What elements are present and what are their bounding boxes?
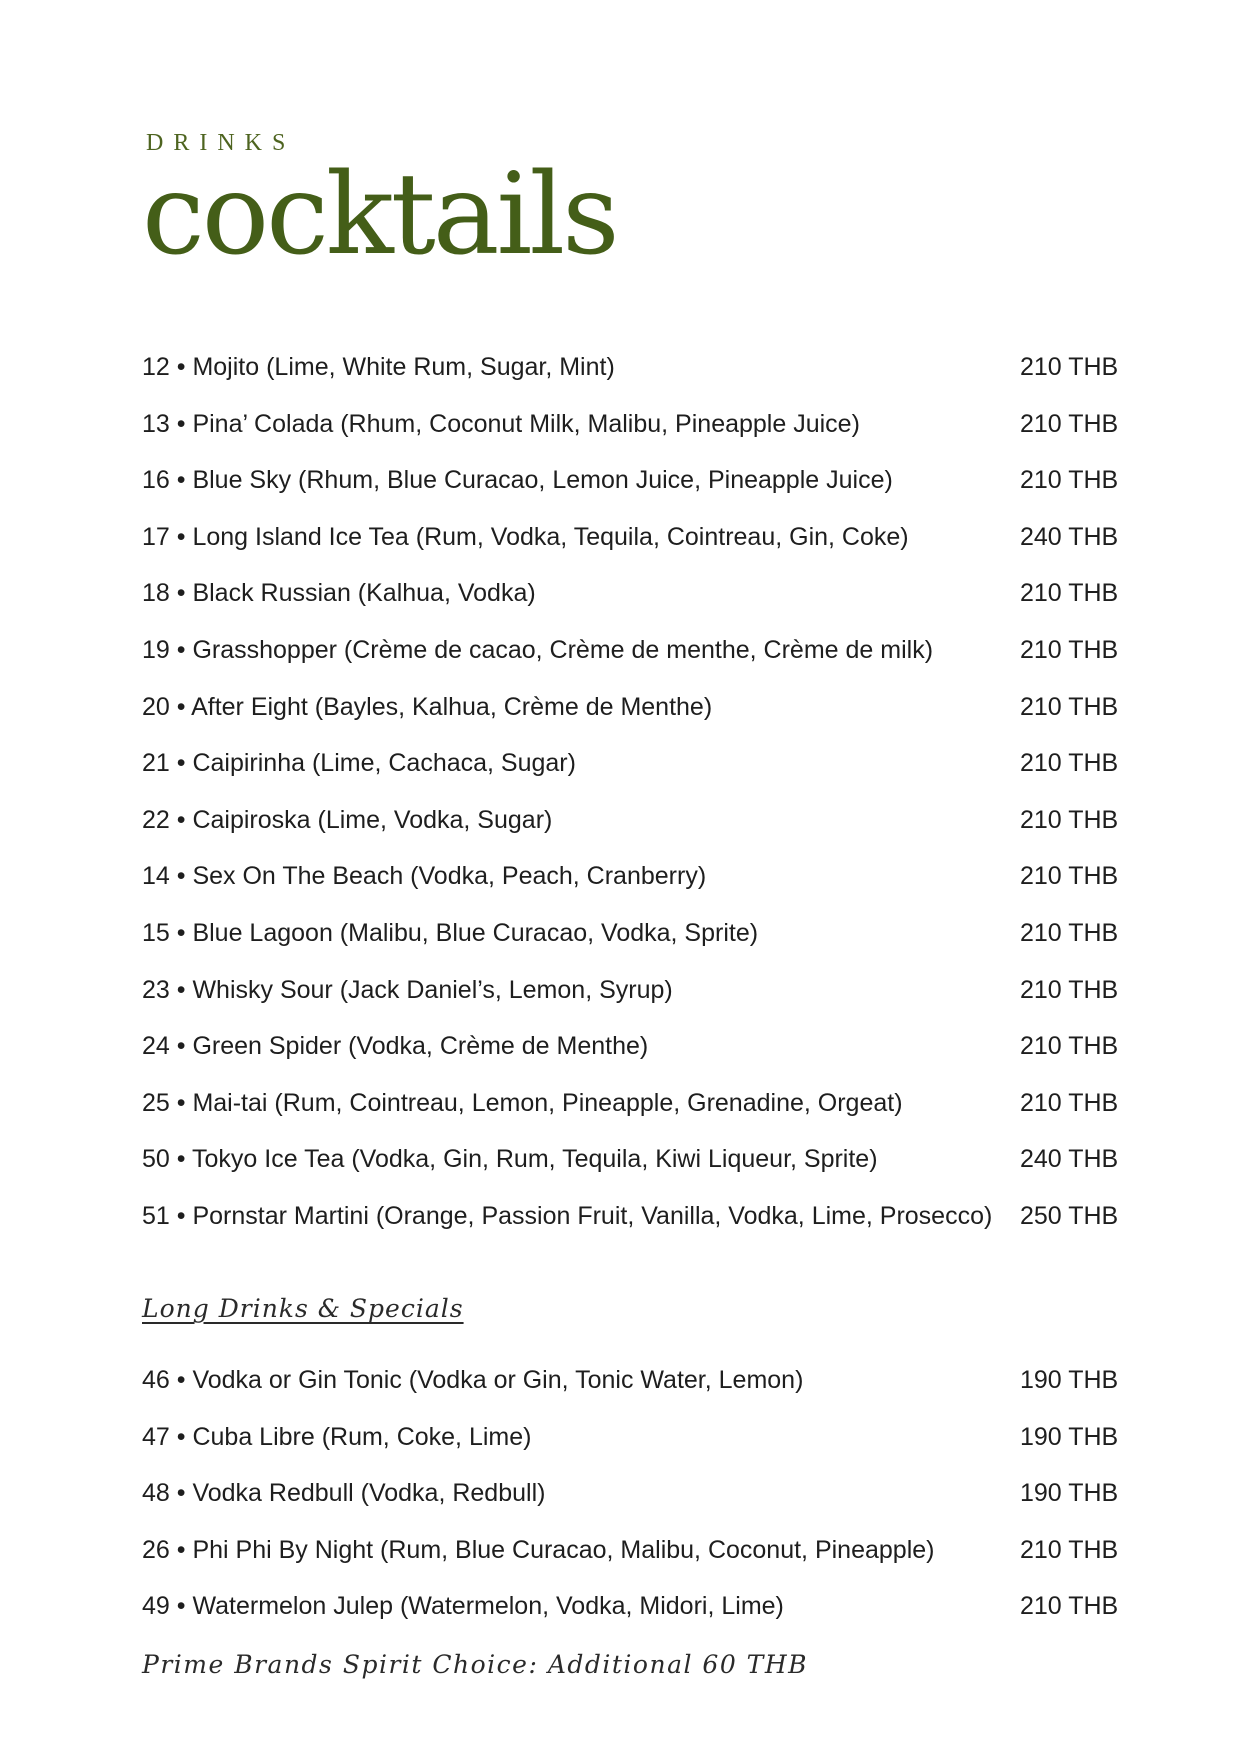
item-price: 210 THB (1020, 353, 1119, 381)
item-description: 12 • Mojito (Lime, White Rum, Sugar, Mint) (142, 353, 615, 381)
item-price: 210 THB (1020, 579, 1119, 608)
item-description: 14 • Sex On The Beach (Vodka, Peach, Cranberry) (142, 862, 707, 891)
item-price: 210 THB (1020, 409, 1119, 438)
item-description: 48 • Vodka Redbull (Vodka, Redbull) (142, 1479, 546, 1508)
long-drink-item (142, 1465, 1122, 1522)
long-drinks-heading: Long Drinks & Specials (142, 1294, 464, 1323)
item-price: 210 THB (1020, 1088, 1119, 1117)
long-drink-item (142, 1409, 1122, 1466)
item-price: 250 THB (1020, 1201, 1119, 1230)
cocktail-item (142, 565, 1122, 622)
item-price: 210 THB (1020, 862, 1119, 891)
item-description: 21 • Caipirinha (Lime, Cachaca, Sugar) (142, 749, 576, 778)
cocktail-item (142, 1188, 1122, 1245)
cocktail-item (142, 452, 1122, 509)
item-description: 50 • Tokyo Ice Tea (Vodka, Gin, Rum, Tequila, Kiwi Liqueur, Sprite) (142, 1145, 878, 1174)
item-description: 51 • Pornstar Martini (Orange, Passion Fruit, Vanilla, Vodka, Lime, Prosecco) (142, 1201, 993, 1230)
item-price: 210 THB (1020, 466, 1119, 495)
item-price: 210 THB (1020, 635, 1119, 664)
item-price: 190 THB (1020, 1366, 1119, 1394)
item-price: 210 THB (1020, 1535, 1119, 1564)
cocktail-item (142, 509, 1122, 566)
long-drinks-list (142, 1352, 1122, 1635)
item-description: 49 • Watermelon Julep (Watermelon, Vodka, Midori, Lime) (142, 1592, 784, 1621)
item-price: 210 THB (1020, 692, 1119, 721)
cocktail-item (142, 396, 1122, 453)
item-price: 210 THB (1020, 918, 1119, 947)
item-description: 19 • Grasshopper (Crème de cacao, Crème de menthe, Crème de milk) (142, 635, 934, 664)
item-description: 16 • Blue Sky (Rhum, Blue Curacao, Lemon Juice, Pineapple Juice) (142, 466, 893, 495)
item-description: 17 • Long Island Ice Tea (Rum, Vodka, Tequila, Cointreau, Gin, Coke) (142, 522, 909, 551)
long-drink-item (142, 1578, 1122, 1635)
footer-note: Prime Brands Spirit Choice: Additional 60 THB (142, 1650, 809, 1679)
long-drink-item (142, 1522, 1122, 1579)
item-price: 190 THB (1020, 1422, 1119, 1451)
item-description: 47 • Cuba Libre (Rum, Coke, Lime) (142, 1422, 532, 1451)
section-eyebrow: DRINKS (146, 130, 296, 156)
cocktail-item (142, 339, 1122, 396)
cocktail-item (142, 735, 1122, 792)
cocktail-item (142, 962, 1122, 1019)
item-description: 24 • Green Spider (Vodka, Crème de Menthe) (142, 1032, 649, 1061)
cocktail-item (142, 848, 1122, 905)
item-description: 20 • After Eight (Bayles, Kalhua, Crème de Menthe) (142, 692, 713, 721)
item-description: 13 • Pina’ Colada (Rhum, Coconut Milk, Malibu, Pineapple Juice) (142, 409, 860, 438)
page-title: cocktails (142, 150, 617, 280)
item-price: 210 THB (1020, 1592, 1119, 1621)
item-price: 210 THB (1020, 749, 1119, 778)
item-description: 18 • Black Russian (Kalhua, Vodka) (142, 579, 536, 608)
item-description: 22 • Caipiroska (Lime, Vodka, Sugar) (142, 805, 553, 834)
cocktail-item (142, 622, 1122, 679)
cocktail-item (142, 1131, 1122, 1188)
item-description: 25 • Mai-tai (Rum, Cointreau, Lemon, Pineapple, Grenadine, Orgeat) (142, 1088, 903, 1117)
item-description: 15 • Blue Lagoon (Malibu, Blue Curacao, Vodka, Sprite) (142, 918, 759, 947)
item-price: 240 THB (1020, 1145, 1119, 1174)
item-description: 46 • Vodka or Gin Tonic (Vodka or Gin, Tonic Water, Lemon) (142, 1366, 804, 1394)
cocktail-item (142, 792, 1122, 849)
item-price: 210 THB (1020, 975, 1119, 1004)
item-price: 240 THB (1020, 522, 1119, 551)
item-price: 210 THB (1020, 805, 1119, 834)
cocktail-list (142, 339, 1122, 1245)
item-price: 210 THB (1020, 1032, 1119, 1061)
cocktail-item (142, 1075, 1122, 1132)
cocktail-item (142, 905, 1122, 962)
item-price: 190 THB (1020, 1479, 1119, 1508)
item-description: 23 • Whisky Sour (Jack Daniel’s, Lemon, Syrup) (142, 975, 673, 1004)
long-drink-item (142, 1352, 1122, 1409)
cocktail-item (142, 679, 1122, 736)
cocktail-item (142, 1018, 1122, 1075)
item-description: 26 • Phi Phi By Night (Rum, Blue Curacao, Malibu, Coconut, Pineapple) (142, 1535, 935, 1564)
